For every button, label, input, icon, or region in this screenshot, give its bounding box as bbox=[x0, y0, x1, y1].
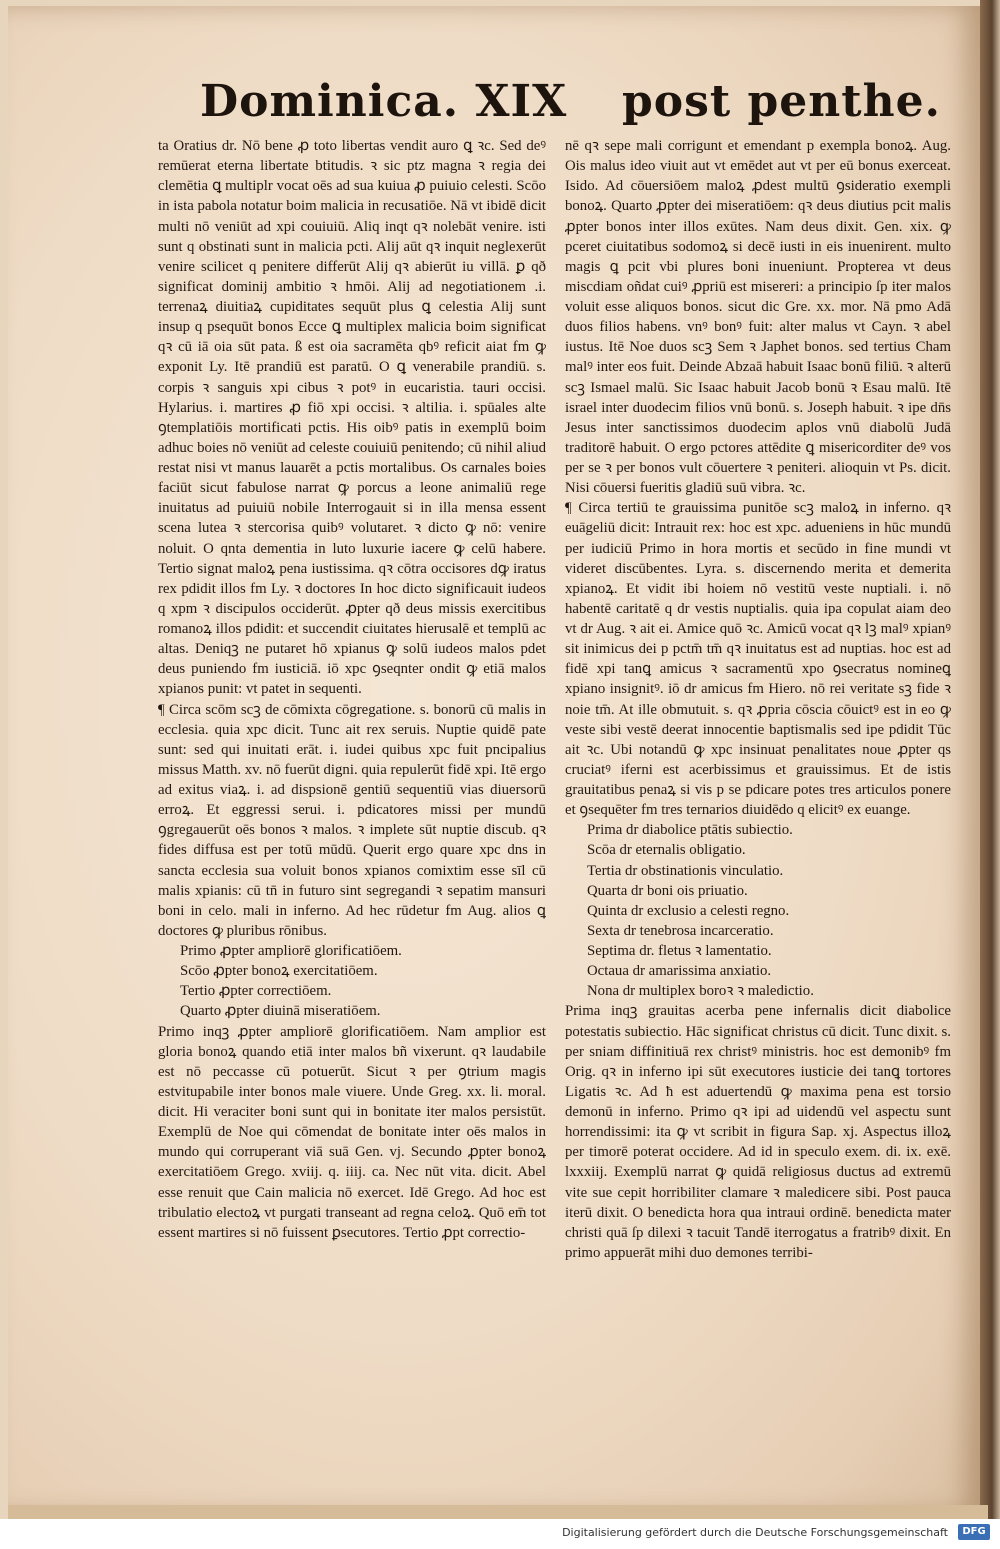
right-list-item: Sexta dr tenebrosa incarceratio. bbox=[587, 922, 774, 939]
right-column bbox=[565, 136, 951, 1263]
page-edge bbox=[8, 1505, 988, 1519]
left-paragraph-2: ¶ Circa scōm scꝫ de cōmixta cōgregatione. s. bonorū cū malis in ecclesia. quia xpc dicit. Tunc ait rex seruis. Nuptie quidē pate sunt: sed qui inuitati erāt. i. iudei quibus xpc fuit pncipalius missus Matth. xv. nō fuerūt digni. quia repulerūt fidē xpi. Itē ergo ad exitus viaꝝ. i. ad dispsionē gentiū sequentiū vias diuersorū erroꝝ. Et eggressi serui. i. pdicatores missi per mundū ꝯgregauerūt oēs bonos ꝛ malos. ꝛ implete sūt nuptie discub. qꝛ fides diffusa est per totū mūdū. Querit ergo quare xpc dns in sancta ecclesia sua voluit bonos xpianos comixtim esse sīl cū malis xpianis: cū tn̄ in futuro sint segregandi ꝛ sepatim mansuri boni in celo. mali in inferno. Ad hec rūdetur fm Aug. alios ꝗ doctores ꝙ pluribus rōnibus. bbox=[158, 701, 546, 939]
footer-bar bbox=[0, 1519, 1000, 1549]
left-column bbox=[158, 136, 546, 1243]
right-list-item: Nona dr multiplex boroꝛ ꝛ maledictio. bbox=[587, 983, 814, 1000]
book-gutter bbox=[980, 0, 1000, 1520]
left-list bbox=[158, 941, 546, 1022]
right-list-item: Scōa dr eternalis obligatio. bbox=[587, 842, 746, 859]
right-list-item: Quinta dr exclusio a celesti regno. bbox=[587, 902, 790, 919]
running-head-left: Dominica. XIX bbox=[200, 76, 568, 127]
right-list-item: Tertia dr obstinationis vinculatio. bbox=[587, 862, 784, 879]
dfg-logo-icon: DFG bbox=[958, 1524, 990, 1540]
left-closing-paragraph: Primo inqꝫ ꝓpter ampliorē glorificatiōem. Nam amplior est gloria bonoꝝ quando etiā inter malos bñ vixerunt. qꝛ laudabile est nō peccasse cū potuerūt. Sicut ꝛ per ꝯtrium magis estvitupabile inter bonos male viuere. Unde Greg. xx. li. moral. dicit. Hi veraciter boni sunt qui in bonitate iter malos persistūt. Exemplū de Noe qui cōmendat de bonitate inter oēs malos in mundo qui corruperant viā suā Gen. vj. Secundo ꝓpter bonoꝝ exercitatiōem Grego. xviij. q. iiij. ca. Nec nūt vita. dicit. Abel esse renuit que Cain malicia nō exercet. Idē Grego. Ad hoc est tribulatio electoꝝ vt purgati transeant ad regna celoꝝ. Quō em̄ tot essent martires si nō fuissent ꝑsecutores. Tertio ꝓpt correctio- bbox=[158, 1023, 546, 1241]
left-paragraph-1: ta Oratius dr. Nō bene ꝓ toto libertas vendit auro ꝗ ꝛc. Sed deꝰ remūerat eterna libertate btitudis. ꝛ sic ptz magna ꝛ regia dei clemētia ꝗ multiplr vocat oēs ad sua kuiua ꝓ puiuio celesti. Scōo in ista pabola notatur boim malicia in recusatiōe. Nā vt ibidē dicit multi nō veniūt ad xpi couiuiū. Aliq inqt qꝛ nolebāt venire. isti sunt q obstinati sunt in malicia pcti. Alij aūt qꝛ inquit neglexerūt venire scilicet q penitere differūt Alij qꝛ abierūt iu villā. ꝑ qð significat dominij ambitio ꝛ hmōi. Alij ad negotiationem .i. terrenaꝝ diuitiaꝝ cupiditates sequūt plus ꝗ celestia Alij sunt insup q psequūt bonos Ecce ꝗ multiplex malicia boim significat qꝛ cū iā oia sūt pata. ß est oia sacramēta qbꝰ reficit aiat fm ꝙ exponit Ly. Itē prandiū est paratū. O ꝗ venerabile prandiū. s. corpis ꝛ sanguis xpi cibus ꝛ potꝰ in eucaristia. tauri occisi. Hylarius. i. martires ꝓ fiō xpi occisi. ꝛ altilia. i. spūales alte ꝯtemplatiōis mortificati pctis. His oibꝰ patis in exemplū boim adhuc boies nō veniūt ad celeste couiuiū penitendo; cū nihil aliud restat nisi vt manus lauarēt a pctis mortalibus. Os carnales boies faciūt sicut fabulose narrat ꝙ porcus a leone animaliū rege inuitatus ad puiuiū nobile Interrogauit si in illa mensa essent scena lutea ꝛ stercorisa quibꝰ volutaret. ꝛ dicto ꝙ nō: venire noluit. O qnta dementia in luto luxurie iacere ꝙ celū habere. Tertio signat maloꝝ pena iustissima. qꝛ cōtra occisores dꝙ iratus rex pdidit illos fm Ly. ꝛ doctores In hoc dicto significauit iudeos q xpm ꝛ discipulos occiderūt. ꝓpter qð deus missis exercitibus romanoꝝ illos pdidit: et succendit ciuitates hierusalē et templū ac altas. Deniqꝫ ne putaret hō xpianus ꝙ solū iudeos malos pdet deus puniendo fm iusticiā. iō xpc ꝯseqnter ondit ꝙ etiā malos xpianos punit: vt patet in sequenti. bbox=[158, 138, 546, 698]
right-list-item: Quarta dr boni ois priuatio. bbox=[587, 882, 748, 899]
right-list bbox=[565, 820, 951, 1001]
left-list-item: Tertio ꝓpter correctiōem. bbox=[180, 983, 332, 1000]
left-list-item: Quarto ꝓpter diuinā miseratiōem. bbox=[180, 1003, 381, 1020]
left-list-item: Primo ꝓpter ampliorē glorificatiōem. bbox=[180, 943, 402, 959]
right-paragraph-1: nē qꝛ sepe mali corrigunt et emendant p exempla bonoꝝ. Aug. Ois malus ideo viuit aut vt emēdet aut vt per eū bonus exerceat. Isido. Ad cōuersiōem maloꝝ ꝓdest multū ꝯsideratio exempli bonoꝝ. Quarto ꝓpter dei miseratiōem: qꝛ deus diutius pcit malis ꝓpter bonos inter illos exūtes. Nam deus dixit. Gen. xix. ꝙ pceret ciuitatibus sodomoꝝ si decē iusti in eis inuenirent. multo magis ꝗ pcit vbi plures boni inueniunt. Propterea vt deus miscdiam oñdat cuiꝰ ꝓpriū est misereri: a principio ſp iter malos voluit esse aliquos bonos. sicut dic Gre. xx. mor. Nā pmo Adā duos filios habens. vnꝰ bonꝰ fuit: alter malus vt Cayn. ꝛ abel iustus. Itē Noe duos scꝫ Sem ꝛ Japhet bonos. sed tertius Cham malꝰ inter eos fuit. Deinde Abzaā habuit Isaac bonū filiū. ꝛ alterū scꝫ Ismael malū. Sic Isaac habuit Jacob bonū ꝛ Esau malū. Itē israel inter duodecim filios vnū bonū. s. Joseph habuit. ꝛ ipe dn̄s Jesus inter sanctissimos duodecim aplos vnū diabolū Judā traditorē habuit. O ergo pctores attēdite ꝗ misericorditer deꝰ vos per se ꝛ per bonos vult cōuertere ꝛ peniteri. alioquin vt Ps. dicit. Nisi cōuersi fueritis gladiū suū vibra. ꝛc. bbox=[565, 138, 951, 497]
right-paragraph-2: ¶ Circa tertiū te grauissima punitōe scꝫ maloꝝ in inferno. qꝛ euāgeliū dicit: Intrauit rex: hoc est xpc. adueniens in hūc mundū per iudiciū Primo in hora mortis et secūdo in fine mundi vt videret discūbentes. Lyra. s. discernendo merita et demerita xpianoꝝ. Et vidit ibi hoiem nō vestitū veste nuptiali. i. nō habentē caritatē q dr vestis nuptialis. quia ipa copulat aiam deo vt dr Aug. ꝛ ait ei. Amice quō ꝛc. Amicū vocat qꝛ lꝫ malꝰ xpianꝰ sit inimicus dei p pctm̄ tm̄ qꝛ inuitatus est ad nuptias. hoc est ad fidē xpi tanꝗ amicus ꝛ sacramentū xpo ꝯsecratus nomineꝗ xpiano insignitꝰ. iō dr amicus fm Hiero. nō rei veritate sꝫ fide ꝛ noie tm̄. At ille obmutuit. s. qꝛ ꝓpria cōscia cōuictꝰ est in eo ꝙ veste sibi vestē deerat innocentie baptismalis sed ipe pdidit Tūc ait ꝛc. Ubi notandū ꝙ xpc insinuat penalitates noue ꝓpter qs cruciatꝰ iferni est acerbissimus et grauissimus. Et de istis grauitatibus penaꝝ si vis p se pdicare potes tres articulos ponere et ꝯsequēter fm tres ternarios diuidēdo q elicitꝰ ex euange. bbox=[565, 500, 951, 819]
left-list-item: Scōo ꝓpter bonoꝝ exercitatiōem. bbox=[180, 963, 378, 980]
funding-notice: Digitalisierung gefördert durch die Deutsche Forschungsgemeinschaft bbox=[562, 1526, 948, 1539]
right-list-item: Septima dr. fletus ꝛ lamentatio. bbox=[587, 943, 772, 959]
right-list-item: Octaua dr amarissima anxiatio. bbox=[587, 963, 772, 980]
right-closing-paragraph: Prima inqꝫ grauitas acerba pene infernalis dicit diabolice potestatis subiectio. Hāc significat christus cū dicit. Tunc dixit. s. per sniam diffinitiuā rex christꝰ ministris. hoc est demonibꝰ fm Orig. qꝛ in inferno ipi sūt executores iusticie dei tanꝗ tortores Ligatis ꝛc. Ad ħ est aduertendū ꝙ maxima pena est torsio demonū in inferno. Primo qꝛ ipi ad uidendū vel aspectu sunt horrendissimi: ita ꝙ vt scribit in figura Sap. xj. Aspectus illoꝝ per timorē poterat occidere. Ad id in speculo exem. di. ix. exē. lxxxiij. Exemplū narrat ꝙ quidā religiosus ductus ad extremū vite sue cepit horribiliter clamare ꝛ maledicere sibi. Post pauca iterū dixit. O benedicta hora qua intraui ordinē. benedicta mater christi quā ſp dilexi ꝛ tacuit Tandē iterrogatus a fratribꝰ dixit. En primo appuerāt mihi duo demones terribi- bbox=[565, 1003, 951, 1261]
running-head-right: post penthe. bbox=[622, 76, 941, 127]
right-list-item: Prima dr diabolice ptātis subiectio. bbox=[587, 822, 793, 839]
